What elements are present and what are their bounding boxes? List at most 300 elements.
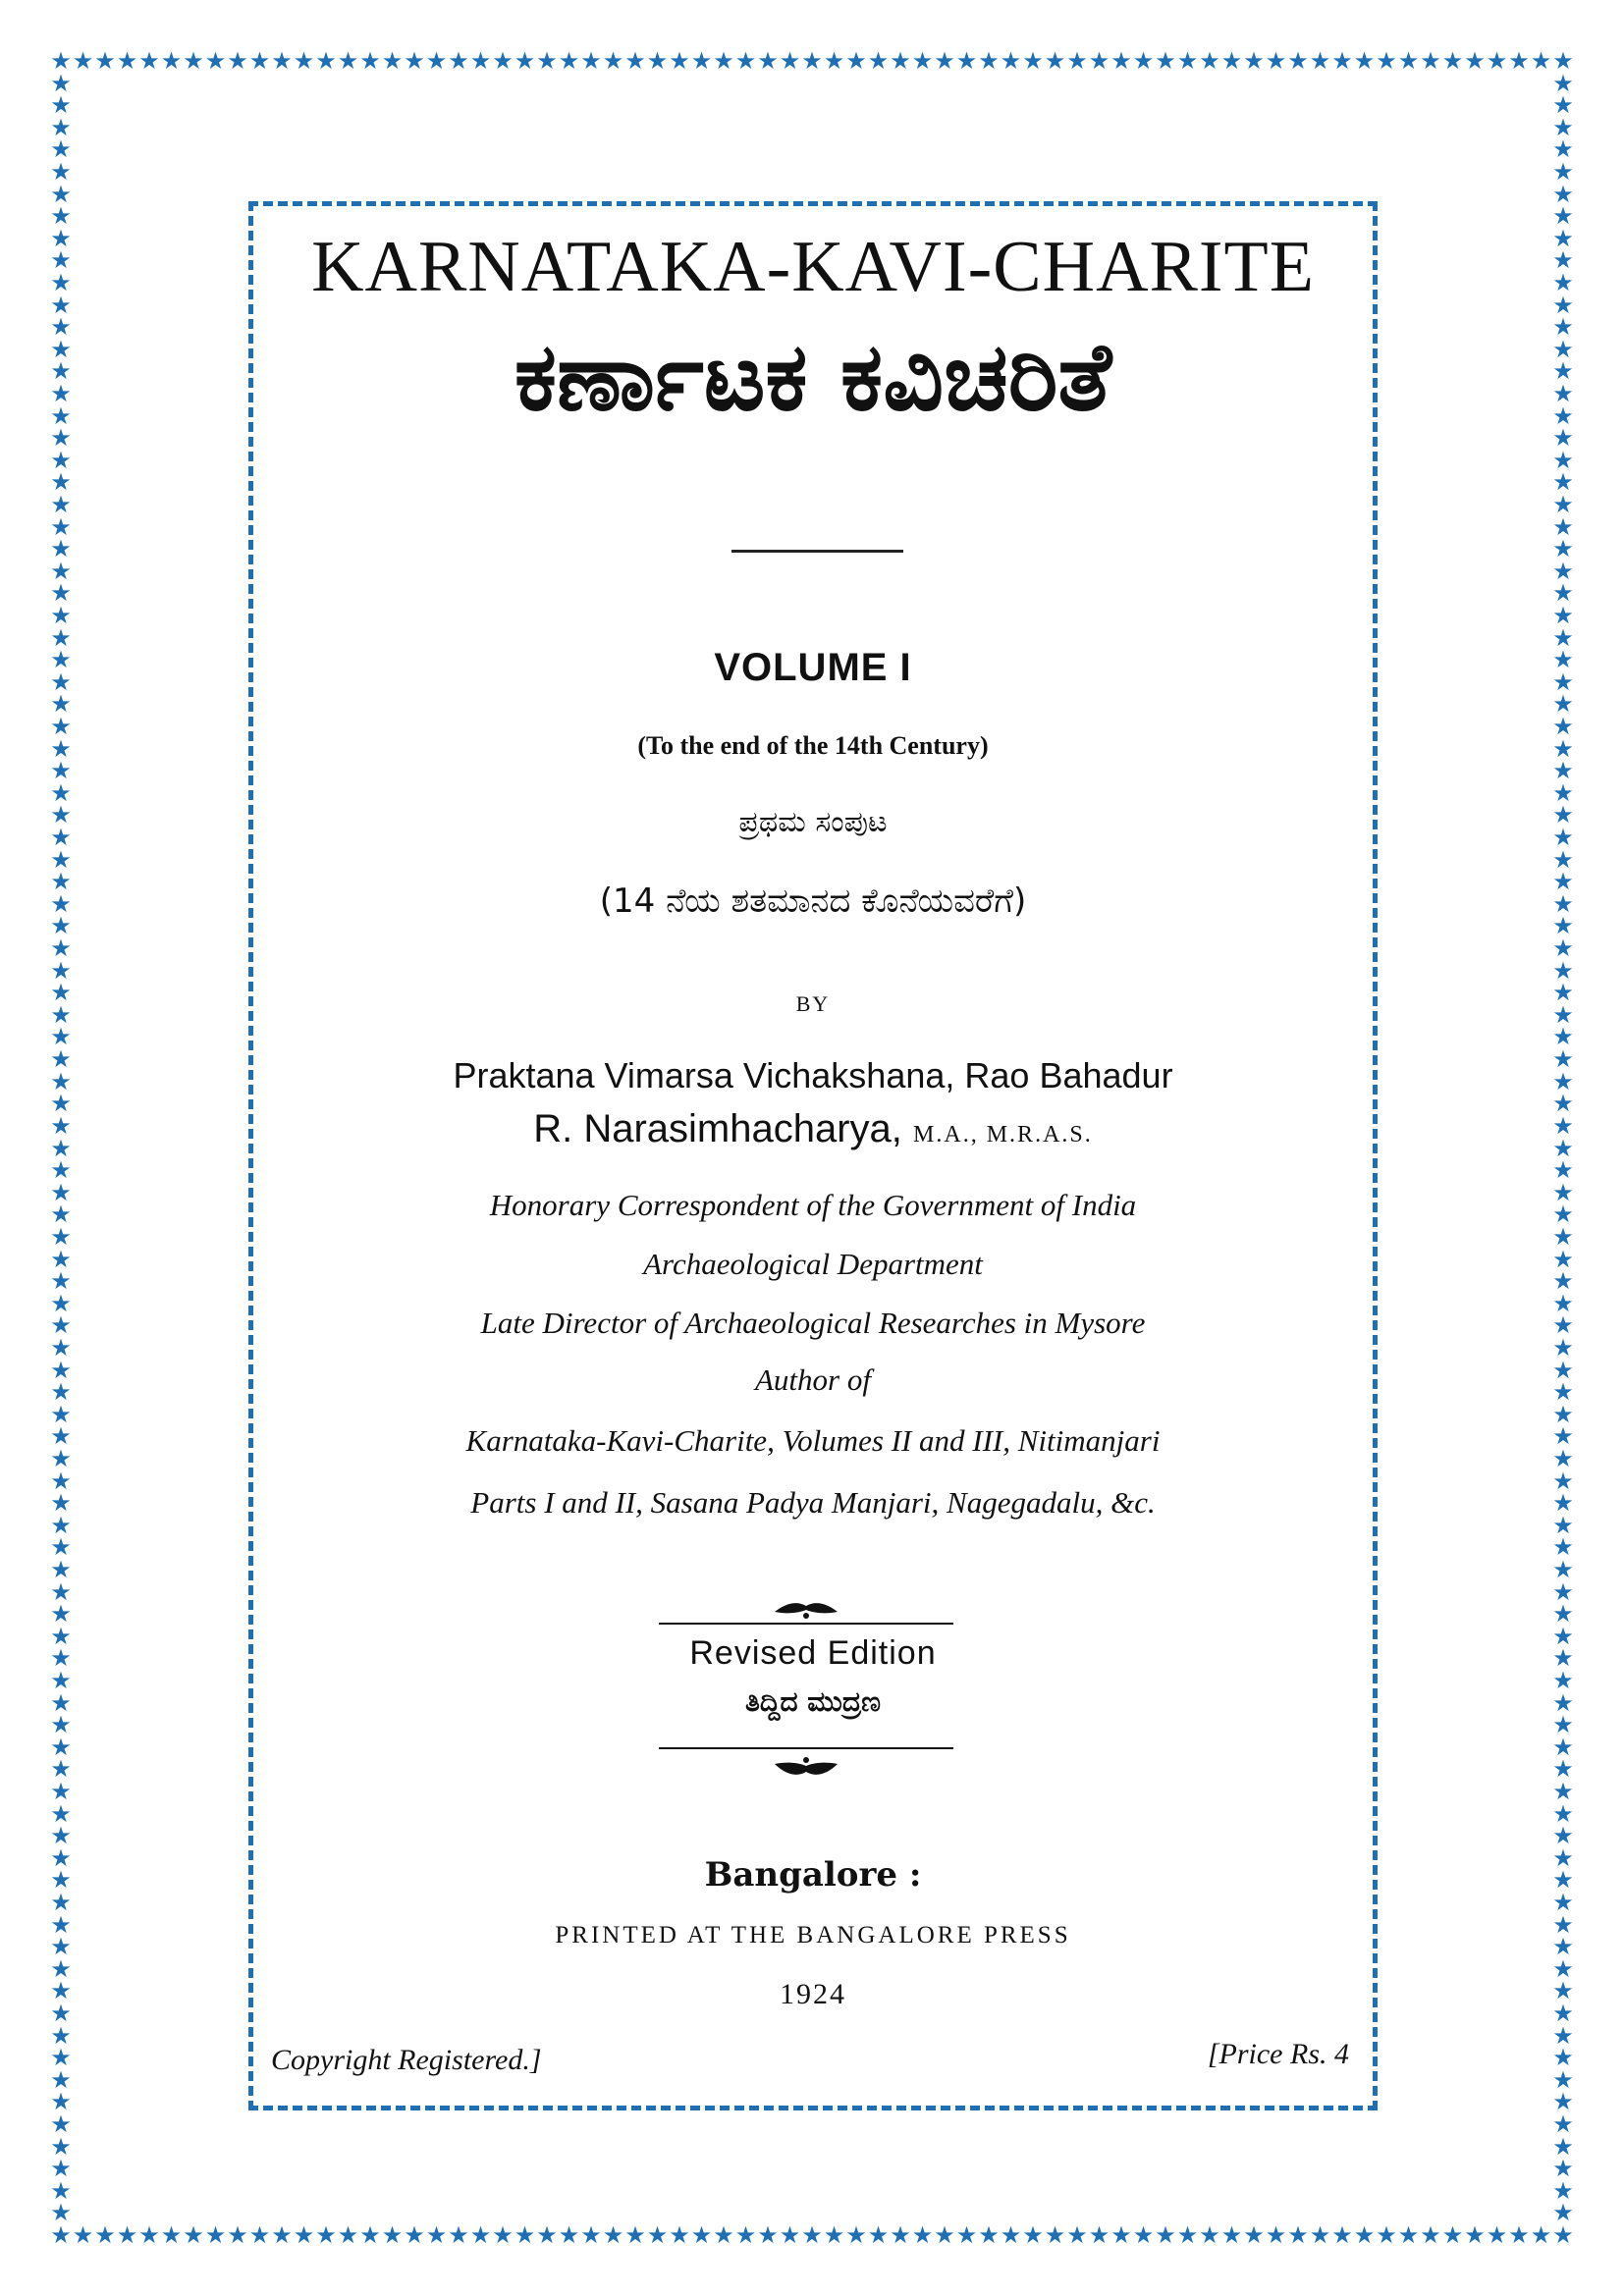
star-icon: ★ (1243, 2221, 1265, 2249)
star-icon: ★ (1220, 47, 1243, 75)
star-icon: ★ (72, 47, 94, 75)
star-icon: ★ (271, 2221, 293, 2249)
star-icon: ★ (734, 2221, 757, 2249)
star-icon: ★ (116, 2221, 138, 2249)
star-icon: ★ (1552, 1888, 1574, 1916)
star-icon: ★ (1376, 2221, 1397, 2249)
star-icon: ★ (1243, 47, 1265, 75)
star-icon: ★ (1552, 1023, 1574, 1051)
star-icon: ★ (1309, 2221, 1331, 2249)
star-icon: ★ (50, 1733, 72, 1761)
star-icon: ★ (50, 1067, 72, 1095)
star-icon: ★ (1441, 47, 1464, 75)
star-icon: ★ (138, 2221, 160, 2249)
star-icon: ★ (801, 2221, 823, 2249)
star-icon: ★ (50, 1600, 72, 1629)
star-icon: ★ (50, 47, 72, 75)
star-icon: ★ (890, 47, 911, 75)
star-icon: ★ (1552, 1777, 1574, 1805)
star-icon: ★ (1420, 2221, 1441, 2249)
star-icon: ★ (50, 269, 72, 297)
credential-line: Author of (755, 1362, 871, 1397)
star-icon: ★ (690, 47, 713, 75)
star-icon: ★ (1552, 91, 1574, 120)
coverage-english: (To the end of the 14th Century) (637, 731, 989, 760)
star-icon: ★ (50, 202, 72, 231)
star-icon: ★ (1088, 47, 1110, 75)
star-icon: ★ (50, 1777, 72, 1805)
star-icon: ★ (1199, 2221, 1220, 2249)
star-icon: ★ (757, 2221, 779, 2249)
star-icon: ★ (1552, 824, 1574, 852)
star-icon: ★ (204, 47, 227, 75)
star-icon: ★ (1552, 1577, 1574, 1606)
star-icon: ★ (1552, 579, 1574, 608)
star-icon: ★ (1552, 1090, 1574, 1118)
star-icon: ★ (50, 357, 72, 386)
star-icon: ★ (50, 1843, 72, 1872)
star-icon: ★ (315, 2221, 337, 2249)
star-icon: ★ (50, 1822, 72, 1850)
volume-label: VOLUME I (714, 646, 912, 689)
star-icon: ★ (514, 2221, 536, 2249)
star-icon: ★ (50, 512, 72, 541)
star-icon: ★ (1397, 47, 1420, 75)
star-icon: ★ (1552, 424, 1574, 453)
credential-line: Late Director of Archaeological Researches in Mysore (480, 1306, 1146, 1340)
star-icon: ★ (1110, 2221, 1132, 2249)
copyright-notice: Copyright Registered.] (271, 2044, 542, 2076)
star-icon: ★ (1552, 2155, 1574, 2183)
star-icon: ★ (1552, 269, 1574, 297)
edition-kannada: ತಿದ್ದಿದ ಮುದ್ರಣ (744, 1685, 882, 1718)
star-icon: ★ (1486, 47, 1508, 75)
star-icon: ★ (1552, 224, 1574, 252)
star-icon: ★ (227, 47, 248, 75)
star-icon: ★ (823, 47, 845, 75)
star-icon: ★ (1044, 2221, 1066, 2249)
star-icon: ★ (1552, 1711, 1574, 1739)
star-icon: ★ (50, 446, 72, 474)
star-icon: ★ (50, 1711, 72, 1739)
star-icon: ★ (1552, 889, 1574, 918)
star-icon: ★ (50, 1644, 72, 1673)
star-icon: ★ (580, 47, 602, 75)
star-icon: ★ (1441, 2221, 1464, 2249)
star-icon: ★ (1176, 47, 1199, 75)
star-icon: ★ (1552, 468, 1574, 497)
star-icon: ★ (50, 778, 72, 807)
title-kannada: ಕರ್ಣಾಟಕ ಕವಿಚರಿತೆ (514, 322, 1112, 432)
star-icon: ★ (50, 1267, 72, 1296)
star-icon: ★ (50, 1356, 72, 1384)
volume-kannada: ಪ್ರಥಮ ಸಂಪುಟ (738, 805, 888, 839)
star-icon: ★ (978, 47, 1000, 75)
star-icon: ★ (50, 69, 72, 97)
star-icon: ★ (50, 1977, 72, 2005)
star-icon: ★ (1552, 557, 1574, 585)
star-icon: ★ (669, 47, 690, 75)
ornament-top (659, 1600, 953, 1629)
star-icon: ★ (50, 401, 72, 430)
star-icon: ★ (1552, 1134, 1574, 1162)
star-icon: ★ (50, 579, 72, 608)
star-icon: ★ (50, 1289, 72, 1317)
star-icon: ★ (867, 47, 890, 75)
star-icon: ★ (1552, 1999, 1574, 2027)
star-icon: ★ (1552, 845, 1574, 874)
star-icon: ★ (248, 2221, 271, 2249)
star-icon: ★ (1265, 2221, 1287, 2249)
star-icon: ★ (1552, 1489, 1574, 1518)
star-icon: ★ (1552, 1067, 1574, 1095)
star-icon: ★ (1552, 1400, 1574, 1428)
star-icon: ★ (50, 1999, 72, 2027)
star-icon: ★ (1552, 135, 1574, 164)
star-icon: ★ (50, 623, 72, 652)
star-icon: ★ (1552, 713, 1574, 741)
star-icon: ★ (1552, 1511, 1574, 1539)
star-icon: ★ (50, 1755, 72, 1784)
star-icon: ★ (50, 757, 72, 785)
star-icon: ★ (1552, 2065, 1574, 2094)
star-icon: ★ (1552, 602, 1574, 630)
star-icon: ★ (1552, 335, 1574, 363)
star-icon: ★ (50, 1245, 72, 1273)
star-icon: ★ (50, 2065, 72, 2094)
star-icon: ★ (271, 47, 293, 75)
star-icon: ★ (50, 2132, 72, 2161)
star-icon: ★ (779, 2221, 801, 2249)
star-icon: ★ (50, 424, 72, 453)
star-icon: ★ (1552, 1822, 1574, 1850)
star-icon: ★ (602, 2221, 624, 2249)
star-icon: ★ (1309, 47, 1331, 75)
star-icon: ★ (911, 47, 934, 75)
star-icon: ★ (690, 2221, 713, 2249)
star-icon: ★ (1353, 47, 1376, 75)
star-icon: ★ (890, 2221, 911, 2249)
star-icon: ★ (779, 47, 801, 75)
star-icon: ★ (94, 2221, 116, 2249)
star-icon: ★ (955, 47, 978, 75)
star-icon: ★ (1552, 734, 1574, 763)
star-icon: ★ (1552, 113, 1574, 141)
star-icon: ★ (1552, 868, 1574, 896)
star-icon: ★ (50, 1023, 72, 1051)
star-icon: ★ (602, 47, 624, 75)
edition-label: Revised Edition (689, 1634, 937, 1672)
star-icon: ★ (1464, 2221, 1486, 2249)
ornament-bottom (659, 1742, 953, 1778)
star-icon: ★ (469, 2221, 492, 2249)
star-icon: ★ (845, 2221, 867, 2249)
star-icon: ★ (94, 47, 116, 75)
star-icon: ★ (1552, 1866, 1574, 1895)
star-icon: ★ (50, 1888, 72, 1916)
star-icon: ★ (138, 47, 160, 75)
star-icon: ★ (558, 47, 580, 75)
star-icon: ★ (50, 1045, 72, 1074)
star-icon: ★ (1552, 1422, 1574, 1451)
star-icon: ★ (50, 380, 72, 408)
star-icon: ★ (50, 1156, 72, 1185)
star-icon: ★ (50, 1400, 72, 1428)
star-icon: ★ (1552, 690, 1574, 719)
star-icon: ★ (183, 2221, 204, 2249)
star-icon: ★ (50, 1489, 72, 1518)
star-icon: ★ (293, 47, 315, 75)
title-page-frame (248, 201, 1378, 2110)
star-icon: ★ (50, 2176, 72, 2205)
star-icon: ★ (50, 1799, 72, 1828)
star-icon: ★ (50, 956, 72, 985)
star-icon: ★ (669, 2221, 690, 2249)
star-icon: ★ (1552, 1000, 1574, 1029)
star-icon: ★ (50, 1422, 72, 1451)
star-icon: ★ (1552, 380, 1574, 408)
star-icon: ★ (823, 2221, 845, 2249)
star-icon: ★ (337, 47, 359, 75)
star-icon: ★ (50, 2155, 72, 2183)
star-icon: ★ (1552, 2221, 1574, 2249)
credential-line: Parts I and II, Sasana Padya Manjari, Nagegadalu, &c. (470, 1485, 1156, 1520)
star-icon: ★ (50, 2088, 72, 2116)
star-icon: ★ (1552, 1222, 1574, 1251)
star-icon: ★ (50, 912, 72, 940)
star-icon: ★ (1530, 2221, 1552, 2249)
star-icon: ★ (1552, 2176, 1574, 2205)
star-icon: ★ (867, 2221, 890, 2249)
star-icon: ★ (624, 2221, 646, 2249)
star-icon: ★ (50, 1666, 72, 1694)
star-icon: ★ (50, 2021, 72, 2050)
star-icon: ★ (1530, 47, 1552, 75)
star-icon: ★ (1552, 1622, 1574, 1650)
star-icon: ★ (1552, 1045, 1574, 1074)
star-icon: ★ (934, 2221, 955, 2249)
star-icon: ★ (1552, 1910, 1574, 1939)
star-icon: ★ (50, 1555, 72, 1583)
star-icon: ★ (1176, 2221, 1199, 2249)
star-icon: ★ (160, 2221, 183, 2249)
star-icon: ★ (50, 667, 72, 696)
star-icon: ★ (50, 734, 72, 763)
star-icon: ★ (50, 557, 72, 585)
star-icon: ★ (1552, 2132, 1574, 2161)
star-icon: ★ (514, 47, 536, 75)
star-icon: ★ (50, 801, 72, 829)
star-icon: ★ (1552, 47, 1574, 75)
star-icon: ★ (1066, 2221, 1088, 2249)
star-icon: ★ (1552, 1666, 1574, 1694)
title-english: KARNATAKA-KAVI-CHARITE (311, 227, 1315, 307)
star-icon: ★ (1552, 2109, 1574, 2138)
star-icon: ★ (337, 2221, 359, 2249)
star-icon: ★ (72, 2221, 94, 2249)
star-icon: ★ (1155, 47, 1176, 75)
star-icon: ★ (50, 291, 72, 319)
star-icon: ★ (50, 979, 72, 1007)
star-icon: ★ (1552, 1156, 1574, 1185)
star-icon: ★ (1552, 446, 1574, 474)
star-icon: ★ (1464, 47, 1486, 75)
star-icon: ★ (1000, 47, 1022, 75)
star-icon: ★ (1420, 47, 1441, 75)
star-icon: ★ (536, 47, 558, 75)
star-icon: ★ (536, 2221, 558, 2249)
star-icon: ★ (50, 113, 72, 141)
star-icon: ★ (1552, 1843, 1574, 1872)
star-icon: ★ (1552, 180, 1574, 208)
star-icon: ★ (1552, 1245, 1574, 1273)
star-icon: ★ (50, 1954, 72, 1983)
star-icon: ★ (50, 889, 72, 918)
star-icon: ★ (404, 2221, 425, 2249)
star-icon: ★ (50, 135, 72, 164)
star-icon: ★ (1353, 2221, 1376, 2249)
star-icon: ★ (1552, 1444, 1574, 1472)
star-icon: ★ (1552, 956, 1574, 985)
star-icon: ★ (359, 2221, 381, 2249)
star-icon: ★ (1331, 2221, 1353, 2249)
star-icon: ★ (204, 2221, 227, 2249)
star-icon: ★ (1552, 1533, 1574, 1562)
star-icon: ★ (50, 690, 72, 719)
star-icon: ★ (50, 1933, 72, 1961)
star-icon: ★ (1552, 1977, 1574, 2005)
star-icon: ★ (1552, 979, 1574, 1007)
star-icon: ★ (1552, 535, 1574, 563)
star-icon: ★ (50, 335, 72, 363)
star-icon: ★ (50, 845, 72, 874)
star-icon: ★ (50, 246, 72, 275)
star-icon: ★ (50, 1000, 72, 1029)
star-icon: ★ (1552, 1356, 1574, 1384)
star-icon: ★ (1022, 47, 1044, 75)
star-icon: ★ (646, 47, 669, 75)
star-icon: ★ (50, 1222, 72, 1251)
star-icon: ★ (558, 2221, 580, 2249)
star-icon: ★ (1552, 912, 1574, 940)
star-icon: ★ (911, 2221, 934, 2249)
star-icon: ★ (845, 47, 867, 75)
star-icon: ★ (978, 2221, 1000, 2249)
star-icon: ★ (1265, 47, 1287, 75)
star-icon: ★ (1552, 1333, 1574, 1362)
star-icon: ★ (50, 224, 72, 252)
star-icon: ★ (248, 47, 271, 75)
star-icon: ★ (1552, 2199, 1574, 2227)
star-icon: ★ (1066, 47, 1088, 75)
star-icon: ★ (50, 1444, 72, 1472)
star-icon: ★ (448, 2221, 469, 2249)
star-icon: ★ (1552, 1688, 1574, 1717)
star-icon: ★ (1397, 2221, 1420, 2249)
star-icon: ★ (50, 1688, 72, 1717)
star-icon: ★ (1088, 2221, 1110, 2249)
star-icon: ★ (50, 1910, 72, 1939)
star-icon: ★ (116, 47, 138, 75)
star-icon: ★ (757, 47, 779, 75)
star-icon: ★ (1331, 47, 1353, 75)
star-icon: ★ (1552, 202, 1574, 231)
star-icon: ★ (580, 2221, 602, 2249)
star-icon: ★ (50, 1333, 72, 1362)
star-icon: ★ (1552, 291, 1574, 319)
star-icon: ★ (50, 535, 72, 563)
star-icon: ★ (646, 2221, 669, 2249)
star-icon: ★ (50, 1533, 72, 1562)
star-icon: ★ (160, 47, 183, 75)
star-icon: ★ (1552, 1111, 1574, 1140)
credential-line: Karnataka-Kavi-Charite, Volumes II and III, Nitimanjari (465, 1423, 1161, 1458)
star-icon: ★ (934, 47, 955, 75)
author-degrees: M.A., M.R.A.S. (913, 1122, 1093, 1148)
star-icon: ★ (801, 47, 823, 75)
star-icon: ★ (1552, 1201, 1574, 1229)
star-icon: ★ (50, 824, 72, 852)
star-icon: ★ (1376, 47, 1397, 75)
star-icon: ★ (1552, 934, 1574, 963)
star-icon: ★ (734, 47, 757, 75)
star-icon: ★ (955, 2221, 978, 2249)
star-icon: ★ (50, 1111, 72, 1140)
star-icon: ★ (1220, 2221, 1243, 2249)
star-icon: ★ (1508, 47, 1530, 75)
star-icon: ★ (469, 47, 492, 75)
star-icon: ★ (50, 2044, 72, 2072)
star-icon: ★ (1552, 2021, 1574, 2050)
star-icon: ★ (1155, 2221, 1176, 2249)
star-icon: ★ (1552, 1267, 1574, 1296)
star-icon: ★ (1132, 47, 1155, 75)
star-icon: ★ (1552, 1644, 1574, 1673)
star-icon: ★ (1552, 646, 1574, 674)
star-icon: ★ (50, 2199, 72, 2227)
star-icon: ★ (1552, 246, 1574, 275)
star-icon: ★ (50, 934, 72, 963)
star-icon: ★ (1486, 2221, 1508, 2249)
star-icon: ★ (713, 47, 734, 75)
star-icon: ★ (1552, 1289, 1574, 1317)
star-icon: ★ (1552, 2088, 1574, 2116)
star-icon: ★ (404, 47, 425, 75)
divider-rule (731, 550, 903, 553)
star-icon: ★ (50, 91, 72, 120)
star-icon: ★ (50, 1311, 72, 1340)
star-icon: ★ (1552, 757, 1574, 785)
star-icon: ★ (1552, 1555, 1574, 1583)
star-icon: ★ (315, 47, 337, 75)
star-icon: ★ (1044, 47, 1066, 75)
star-icon: ★ (227, 2221, 248, 2249)
star-icon: ★ (50, 1178, 72, 1206)
star-icon: ★ (1552, 158, 1574, 186)
star-icon: ★ (1552, 1954, 1574, 1983)
star-icon: ★ (183, 47, 204, 75)
star-icon: ★ (1287, 47, 1309, 75)
star-icon: ★ (50, 158, 72, 186)
star-icon: ★ (50, 1201, 72, 1229)
star-icon: ★ (1199, 47, 1220, 75)
star-icon: ★ (1552, 1378, 1574, 1407)
star-icon: ★ (1552, 1600, 1574, 1629)
star-icon: ★ (50, 2109, 72, 2138)
star-icon: ★ (1552, 401, 1574, 430)
author-honorifics: Praktana Vimarsa Vichakshana, Rao Bahadur (453, 1055, 1173, 1095)
star-icon: ★ (492, 2221, 514, 2249)
